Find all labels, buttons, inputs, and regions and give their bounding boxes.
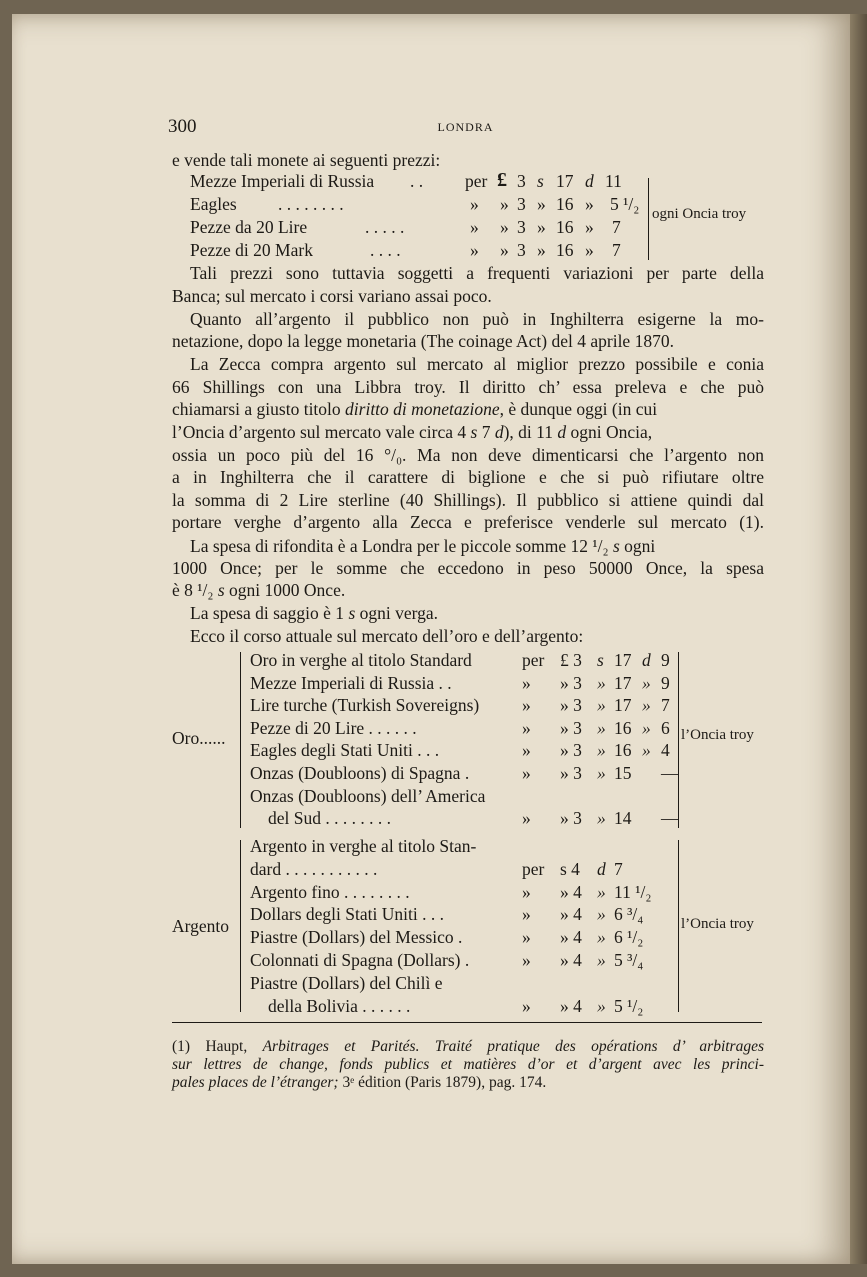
gold-group-label: Oro......	[172, 728, 226, 748]
gold-per: »	[522, 763, 531, 783]
paragraph-line	[172, 579, 764, 602]
page-header	[168, 116, 763, 138]
coin-d-unit: d	[585, 171, 594, 191]
gold-name: del Sud . . . . . . . .	[268, 808, 391, 829]
silver-per: »	[522, 927, 531, 948]
unit-d: d	[494, 422, 504, 442]
gold-s: 15	[614, 763, 632, 783]
gold-name: Onzas (Doubloons) dell’ America	[250, 785, 486, 806]
text-run: ogni Oncia,	[570, 422, 653, 442]
gold-name: Oro in verghe al titolo Standard	[250, 650, 472, 670]
gold-s: 17	[614, 695, 632, 716]
paragraph-line: la somma di 2 Lire sterline (40 Shillings). Il pubblico si attiene quindi dal	[172, 490, 764, 510]
silver-d: 5 ¹/₂	[614, 995, 644, 1016]
coin-d: 7	[612, 217, 621, 237]
coin-leader: . .	[410, 171, 424, 191]
text-run: ogni verga.	[359, 603, 439, 623]
coin-pound: »	[500, 194, 509, 214]
text-run: l’Oncia d’argento sul mercato vale circa 4	[172, 422, 467, 442]
unit-s: s	[612, 536, 620, 556]
silver-s: » 4	[560, 904, 582, 925]
silver-d-unit: »	[597, 950, 606, 970]
coin-s-unit: »	[537, 194, 546, 214]
silver-name: Dollars degli Stati Uniti . . .	[250, 904, 444, 925]
silver-d-unit: d	[597, 858, 606, 879]
coin-l: 3	[517, 171, 526, 191]
gold-l: £ 3	[560, 650, 582, 670]
paragraph-line: portare verghe d’argento alla Zecca e preferisce venderle sul mercato (1).	[172, 512, 764, 532]
gold-s: 17	[614, 650, 632, 670]
paragraph-line: Tali prezzi sono tuttavia soggetti a frequenti variazioni per parte della	[190, 263, 764, 283]
coin-l: 3	[517, 240, 526, 260]
coin-s: 16	[556, 240, 574, 260]
silver-d: 6 ¹/₂	[614, 927, 644, 948]
gold-d-unit: »	[642, 740, 651, 761]
silver-name: Argento in verghe al titolo Stan-	[250, 836, 477, 856]
coin-per: per	[465, 171, 488, 191]
gold-d: —	[661, 808, 679, 829]
silver-s: » 4	[560, 927, 582, 948]
text-run: 3ᵉ édition (Paris 1879), pag. 174.	[342, 1074, 547, 1091]
silver-per: »	[522, 904, 531, 925]
coin-d: 7	[612, 240, 621, 260]
text-run: , è dunque oggi (in cui	[499, 399, 658, 419]
silver-group-label: Argento	[172, 916, 230, 936]
paragraph-line: Quanto all’argento il pubblico non può in Inghilterra esigerne la mo-	[190, 309, 764, 329]
text-run: è 8 ¹/₂	[172, 580, 214, 600]
coin-per: »	[470, 240, 479, 260]
text-run: chiamarsi a giusto titolo	[172, 399, 341, 419]
coin-leader: . . . . .	[365, 217, 405, 237]
gold-s-unit: »	[597, 808, 606, 829]
paragraph-line	[172, 535, 764, 558]
gold-left-brace	[240, 652, 245, 828]
footnote-line	[172, 1074, 764, 1092]
intro-line: e vende tali monete ai seguenti prezzi:	[172, 150, 441, 170]
gold-d-unit: »	[642, 695, 651, 716]
coin-leader: . . . .	[370, 240, 401, 260]
silver-name: Piastre (Dollars) del Messico .	[250, 927, 463, 948]
coin-price-brace	[644, 178, 649, 260]
gold-per: »	[522, 672, 531, 693]
coin-d-unit: »	[585, 240, 594, 260]
coin-pound: »	[500, 217, 509, 237]
gold-unit: l’Oncia troy	[681, 727, 754, 743]
silver-name: Piastre (Dollars) del Chilì e	[250, 972, 443, 993]
gold-s: 17	[614, 672, 632, 693]
coin-l: 3	[517, 194, 526, 214]
paragraph-line: La Zecca compra argento sul mercato al miglior prezzo possibile e conia	[190, 354, 764, 374]
coin-pound: £	[497, 169, 507, 191]
silver-s: s 4	[560, 858, 580, 879]
text-run: La spesa di saggio è 1	[190, 603, 345, 623]
paragraph-line: Ecco il corso attuale sul mercato dell’oro e dell’argento:	[190, 626, 584, 646]
paragraph-line: 66 Shillings con una Libbra troy. Il diritto ch’ essa preleva e che può	[172, 377, 764, 397]
silver-d: 7	[614, 858, 623, 879]
silver-name: Colonnati di Spagna (Dollars) .	[250, 950, 470, 970]
silver-name: dard . . . . . . . . . . .	[250, 858, 378, 879]
silver-s: » 4	[560, 881, 582, 902]
gold-name: Onzas (Doubloons) di Spagna .	[250, 763, 470, 783]
silver-d-unit: »	[597, 995, 606, 1016]
gold-s-unit: »	[597, 672, 606, 693]
silver-unit: l’Oncia troy	[681, 916, 754, 932]
silver-per: »	[522, 995, 531, 1016]
coin-s: 16	[556, 217, 574, 237]
gold-l: » 3	[560, 763, 582, 783]
paragraph-line	[172, 421, 764, 444]
silver-s: » 4	[560, 950, 582, 970]
footnote-rule	[172, 1022, 762, 1023]
gold-d-unit: d	[642, 650, 651, 670]
text-run: ), di 11	[503, 422, 553, 442]
gold-per: »	[522, 695, 531, 716]
paragraph-line: netazione, dopo la legge monetaria (The coinage Act) del 4 aprile 1870.	[172, 331, 674, 351]
gold-s-unit: »	[597, 763, 606, 783]
gold-name: Pezze di 20 Lire . . . . . .	[250, 717, 417, 738]
silver-d-unit: »	[597, 927, 606, 948]
coin-name: Eagles	[190, 194, 237, 214]
paragraph-line: Banca; sul mercato i corsi variano assai poco.	[172, 286, 492, 306]
gold-l: » 3	[560, 695, 582, 716]
gold-per: »	[522, 740, 531, 761]
gold-s: 16	[614, 717, 632, 738]
coin-d-unit: »	[585, 194, 594, 214]
paragraph-line	[172, 602, 764, 625]
coin-name: Pezze da 20 Lire	[190, 217, 308, 237]
text-run: 7	[481, 422, 491, 442]
gold-l: » 3	[560, 672, 582, 693]
coin-s-unit: »	[537, 240, 546, 260]
text-run: La spesa di rifondita è a Londra per le piccole somme 12 ¹/₂	[190, 536, 609, 556]
gold-right-brace	[674, 652, 679, 828]
running-head: LONDRA	[437, 120, 494, 134]
gold-name: Mezze Imperiali di Russia . .	[250, 672, 452, 693]
silver-s: » 4	[560, 995, 582, 1016]
silver-per: per	[522, 858, 545, 879]
silver-d: 6 ³/₄	[614, 904, 644, 925]
silver-name: Argento fino . . . . . . . .	[250, 881, 410, 902]
text-run: (1) Haupt,	[172, 1038, 248, 1055]
unit-d: d	[557, 422, 567, 442]
gold-s: 16	[614, 740, 632, 761]
silver-name: della Bolivia . . . . . .	[268, 995, 411, 1016]
footnote-line: sur lettres de change, fonds publics et matières d’or et d’argent avec les princi-	[172, 1056, 764, 1073]
gold-name: Lire turche (Turkish Sovereigns)	[250, 695, 480, 716]
coin-s-unit: »	[537, 217, 546, 237]
gold-d: 9	[661, 672, 670, 693]
silver-per: »	[522, 950, 531, 970]
paragraph-line: ossia un poco più del 16 °/₀. Ma non deve dimenticarsi che l’argento non	[172, 445, 764, 465]
gold-per: per	[522, 650, 545, 670]
coin-price-unit: ogni Oncia troy	[652, 206, 747, 222]
paragraph-line: a in Inghilterra che il carattere di biglione e che si può rifiutare oltre	[172, 467, 764, 487]
unit-s: s	[348, 603, 356, 623]
italic-term: diritto di monetazione	[345, 399, 500, 419]
coin-d: 5 ¹/₂	[610, 194, 640, 214]
gold-s-unit: »	[597, 717, 606, 738]
gold-per: »	[522, 717, 531, 738]
coin-l: 3	[517, 217, 526, 237]
gold-s-unit: »	[597, 740, 606, 761]
coin-pound: »	[500, 240, 509, 260]
coin-d-unit: »	[585, 217, 594, 237]
silver-per: »	[522, 881, 531, 902]
coin-name: Pezze di 20 Mark	[190, 240, 313, 260]
text-run: ogni	[624, 536, 656, 556]
gold-name: Eagles degli Stati Uniti . . .	[250, 740, 440, 761]
silver-d: 5 ³/₄	[614, 950, 644, 970]
footnote-line	[172, 1038, 764, 1056]
unit-s: s	[470, 422, 478, 442]
coin-leader: . . . . . . . .	[278, 194, 344, 214]
silver-left-brace	[240, 840, 245, 1012]
unit-s: s	[217, 580, 225, 600]
gold-d: 6	[661, 717, 670, 738]
silver-d-unit: »	[597, 881, 606, 902]
gold-s-unit: »	[597, 695, 606, 716]
italic-run: Arbitrages et Parités. Traité pratique des opérations d’ arbitrages	[262, 1038, 764, 1055]
gold-l: » 3	[560, 808, 582, 829]
gold-s: 14	[614, 808, 632, 829]
gold-d: 4	[661, 740, 670, 761]
gold-s-unit: s	[597, 650, 604, 670]
coin-d: 11	[605, 171, 622, 191]
coin-s-unit: s	[537, 171, 544, 191]
text-run: ogni 1000 Once.	[229, 580, 346, 600]
gold-d: —	[661, 763, 679, 783]
gold-d-unit: »	[642, 717, 651, 738]
coin-per: »	[470, 194, 479, 214]
coin-name: Mezze Imperiali di Russia	[190, 171, 375, 191]
gold-d: 7	[661, 695, 670, 716]
italic-run: pales places de l’étranger;	[172, 1074, 339, 1091]
gold-d: 9	[661, 650, 670, 670]
coin-s: 16	[556, 194, 574, 214]
gold-l: » 3	[560, 717, 582, 738]
paragraph-line	[172, 398, 764, 421]
paragraph-line: 1000 Once; per le somme che eccedono in peso 50000 Once, la spesa	[172, 558, 764, 578]
silver-d: 11 ¹/₂	[614, 881, 652, 902]
silver-right-brace	[674, 840, 679, 1012]
gold-d-unit: »	[642, 672, 651, 693]
page-number: 300	[168, 116, 197, 137]
gold-per: »	[522, 808, 531, 829]
silver-d-unit: »	[597, 904, 606, 925]
coin-s: 17	[556, 171, 574, 191]
coin-per: »	[470, 217, 479, 237]
gold-l: » 3	[560, 740, 582, 761]
